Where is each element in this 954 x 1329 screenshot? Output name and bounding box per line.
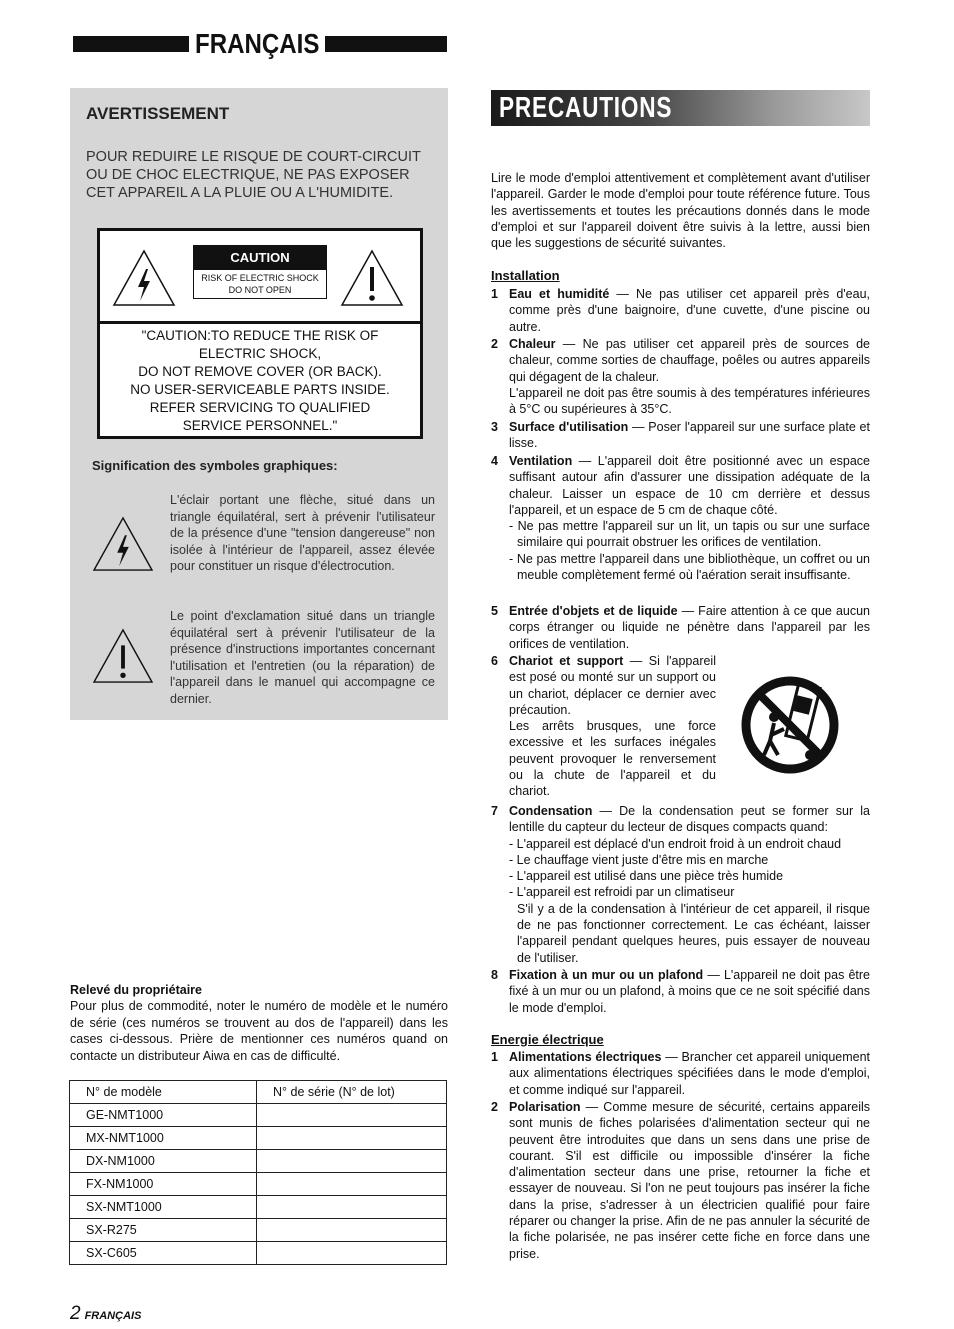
exclamation-triangle-icon [92, 628, 154, 684]
list-item [491, 336, 870, 417]
list-item [491, 453, 870, 583]
serial-cell[interactable] [257, 1150, 447, 1173]
item-body: — Faire attention à ce que aucun corps étranger ou liquide ne pénètre dans l'appareil par les orifices de ventilation. [509, 604, 871, 651]
energie-heading: Energie électrique [491, 1032, 604, 1047]
item-number: 1 [491, 287, 498, 301]
item-number: 7 [491, 804, 498, 818]
page-header [73, 30, 447, 58]
caution-line: SERVICE PERSONNEL." [182, 418, 338, 433]
caution-header [100, 231, 420, 324]
serial-cell[interactable] [257, 1219, 447, 1242]
footer-label: FRANÇAIS [84, 1310, 142, 1322]
table-row [70, 1242, 447, 1265]
lightning-triangle-icon [92, 516, 154, 572]
caution-panel [97, 228, 423, 439]
no-cart-tipping-icon [740, 675, 858, 775]
warning-box [70, 88, 448, 720]
serial-cell[interactable] [257, 1104, 447, 1127]
serial-cell[interactable] [257, 1196, 447, 1219]
precautions-intro: Lire le mode d'emploi attentivement et complètement avant d'utiliser l'appareil. Garder le mode d'emploi pour toute référence future. Tous les avertissements et toutes les précautions donnés dans le mode d'emploi et sur l'appareil doivent être suivis à la lettre, aussi bien que les suggestions de sécurité suivantes. [491, 171, 870, 251]
warning-title: AVERTISSEMENT [86, 104, 230, 123]
item-body: — Ne pas utiliser cet appareil près d'eau, comme près d'une baignoire, d'une cuvette, d'une piscine ou autre. [509, 287, 870, 334]
symbol-lightning-text: L'éclair portant une flèche, situé dans un triangle équilatéral, sert à prévenir l'utilisateur de la présence d'une "tension dangereuse" non isolée à l'intérieur de l'appareil, assez élevée pour constituer un risque d'électrocution. [170, 493, 435, 574]
item-number: 5 [491, 604, 498, 618]
item-sub: - Ne pas mettre l'appareil sur un lit, un tapis ou sur une surface similaire qui pourrait obstruer les orifices de ventilation. [509, 519, 870, 550]
item-title: Chariot et support [509, 654, 624, 668]
item-body: — Ne pas utiliser cet appareil près de sources de chaleur, comme sorties de chauffage, poêles ou autres appareils qui dégagent de la chaleur. [509, 337, 870, 384]
item-title: Condensation [509, 804, 593, 818]
table-row [70, 1196, 447, 1219]
item-number: 3 [491, 420, 498, 434]
item-title: Ventilation [509, 454, 573, 468]
caution-label-sub2: DO NOT OPEN [228, 285, 292, 295]
precautions-banner [491, 90, 870, 126]
warning-text: POUR REDUIRE LE RISQUE DE COURT-CIRCUIT OU DE CHOC ELECTRIQUE, NE PAS EXPOSER CET APPAREIL A LA PLUIE OU A L'HUMIDITE. [86, 149, 421, 201]
list-item [491, 603, 870, 652]
list-item [491, 803, 870, 966]
page-number: 2 [70, 1303, 81, 1324]
list-item [491, 967, 870, 1016]
item-body: — L'appareil ne doit pas être fixé à un mur ou un plafond, à moins que ce ne soit spécifié dans le mode d'emploi. [509, 968, 871, 1015]
table-row [70, 1173, 447, 1196]
model-cell: SX-NMT1000 [70, 1196, 257, 1219]
item-title: Alimentations électriques [509, 1050, 662, 1064]
table-row [70, 1104, 447, 1127]
symbol-exclamation-text: Le point d'exclamation situé dans un triangle équilatéral sert à prévenir l'utilisateur de la présence d'instructions importantes concernant l'utilisation et l'entretien (ou la réparation) de l'appareil dans le manuel qui accompagne ce dernier. [170, 609, 435, 706]
serial-cell[interactable] [257, 1173, 447, 1196]
model-serial-table [69, 1080, 447, 1265]
header-bar-right [325, 36, 447, 52]
model-cell: FX-NM1000 [70, 1173, 257, 1196]
symbols-title: Signification des symboles graphiques: [92, 458, 338, 473]
releve-text: Pour plus de commodité, noter le numéro de modèle et le numéro de série (ces numéros se trouvent au dos de l'appareil) dans les cases ci-dessous. Prière de mentionner ces numéros quand on contacte un distributeur Aiwa en cas de difficulté. [70, 999, 448, 1063]
exclamation-triangle-icon [340, 249, 404, 307]
caution-label-title: CAUTION [194, 246, 326, 270]
list-item [491, 419, 870, 452]
model-cell: GE-NMT1000 [70, 1104, 257, 1127]
table-row [70, 1150, 447, 1173]
item-body: — Si l'appareil est posé ou monté sur un support ou un chariot, déplacer ce dernier avec précaution. [509, 654, 716, 717]
header-title: FRANÇAIS [195, 28, 320, 59]
header-bar-left [73, 36, 189, 52]
item-title: Polarisation [509, 1100, 581, 1114]
caution-line: REFER SERVICING TO QUALIFIED [149, 400, 371, 415]
installation-heading: Installation [491, 268, 560, 283]
item-title: Chaleur [509, 337, 556, 351]
column-header-serial: N° de série (N° de lot) [257, 1081, 447, 1104]
item-title: Entrée d'objets et de liquide [509, 604, 678, 618]
caution-line: ELECTRIC SHOCK, [198, 346, 322, 361]
item-number: 8 [491, 968, 498, 982]
item-number: 2 [491, 1100, 498, 1114]
item-number: 4 [491, 454, 498, 468]
model-cell: DX-NM1000 [70, 1150, 257, 1173]
item-body: — L'appareil doit être positionné avec un espace suffisant autour afin d'assurer une dissipation adéquate de la chaleur. Laisser un espace de 10 cm derrière et dessus l'appareil, et un espace de 5 cm de chaque côté. [509, 454, 870, 517]
releve-title: Relevé du propriétaire [70, 983, 202, 997]
caution-line: DO NOT REMOVE COVER (OR BACK). [138, 364, 382, 379]
serial-cell[interactable] [257, 1242, 447, 1265]
item-title: Fixation à un mur ou un plafond [509, 968, 704, 982]
list-item [491, 1099, 870, 1262]
table-row [70, 1127, 447, 1150]
page-footer [70, 1303, 141, 1325]
list-item [491, 653, 716, 800]
caution-line: NO USER-SERVICEABLE PARTS INSIDE. [130, 382, 390, 397]
precautions-title: PRECAUTIONS [499, 92, 673, 124]
column-header-model: N° de modèle [70, 1081, 257, 1104]
model-cell: MX-NMT1000 [70, 1127, 257, 1150]
table-row [70, 1219, 447, 1242]
item-number: 2 [491, 337, 498, 351]
item-sub: - Ne pas mettre l'appareil dans une bibliothèque, un coffret ou un meuble complètement fermé où l'aération serait insuffisante. [509, 551, 870, 583]
item-continuation: Les arrêts brusques, une force excessive et les surfaces inégales peuvent provoquer le renversement ou la chute de l'appareil et du chariot. [509, 719, 716, 799]
table-header-row [70, 1081, 447, 1104]
item-sub: - L'appareil est déplacé d'un endroit froid à un endroit chaud [509, 836, 842, 851]
item-body: — Comme mesure de sécurité, certains appareils sont munis de fiches polarisées d'alimentation secteur qui ne peuvent être introduites que dans un sens dans une prise de courant. S'il est difficile ou impossible d'insérer la fiche d'alimentation secteur dans une prise, retourner la fiche et essayer de nouveau. Si l'on ne peut toujours pas insérer la fiche dans la prise, s'adresser à un électricien qualifié pour faire réparer ou changer la prise. Afin de ne pas annuler la sécurité de la fiche polarisée, ne pas insérer cette fiche en force dans une prise. [509, 1100, 870, 1261]
item-sub: - L'appareil est refroidi par un climatiseur [509, 885, 735, 900]
lightning-triangle-icon [112, 249, 176, 307]
item-title: Eau et humidité [509, 287, 610, 301]
model-cell: SX-R275 [70, 1219, 257, 1242]
item-continuation: S'il y a de la condensation à l'intérieur de cet appareil, il risque de ne pas fonctionner correctement. Le cas échéant, laisser l'appareil pendant quelques heures, puis essayer de nouveau de l'utiliser. [517, 901, 870, 965]
item-number: 6 [491, 654, 498, 668]
item-body: — Brancher cet appareil uniquement aux alimentations électriques spécifiées dans le mode d'emploi, et comme indiqué sur l'appareil. [509, 1050, 871, 1097]
item-number: 1 [491, 1050, 498, 1064]
caution-message [106, 327, 414, 435]
caution-label [193, 245, 327, 299]
item-sub: - Le chauffage vient juste d'être mis en marche [509, 852, 769, 867]
model-cell: SX-C605 [70, 1242, 257, 1265]
item-continuation: L'appareil ne doit pas être soumis à des températures inférieures à 5°C ou supérieures à 35°C. [509, 385, 870, 417]
serial-cell[interactable] [257, 1127, 447, 1150]
caution-line: "CAUTION:TO REDUCE THE RISK OF [141, 328, 379, 343]
item-body: — Poser l'appareil sur une surface plate et lisse. [509, 420, 870, 451]
item-sub: - L'appareil est utilisé dans une pièce très humide [509, 869, 784, 884]
item-title: Surface d'utilisation [509, 420, 629, 434]
list-item [491, 1049, 870, 1098]
list-item [491, 286, 870, 335]
item-body: — De la condensation peut se former sur la lentille du capteur du lecteur de disques compacts quand: [509, 804, 870, 835]
caution-label-sub1: RISK OF ELECTRIC SHOCK [201, 273, 319, 283]
